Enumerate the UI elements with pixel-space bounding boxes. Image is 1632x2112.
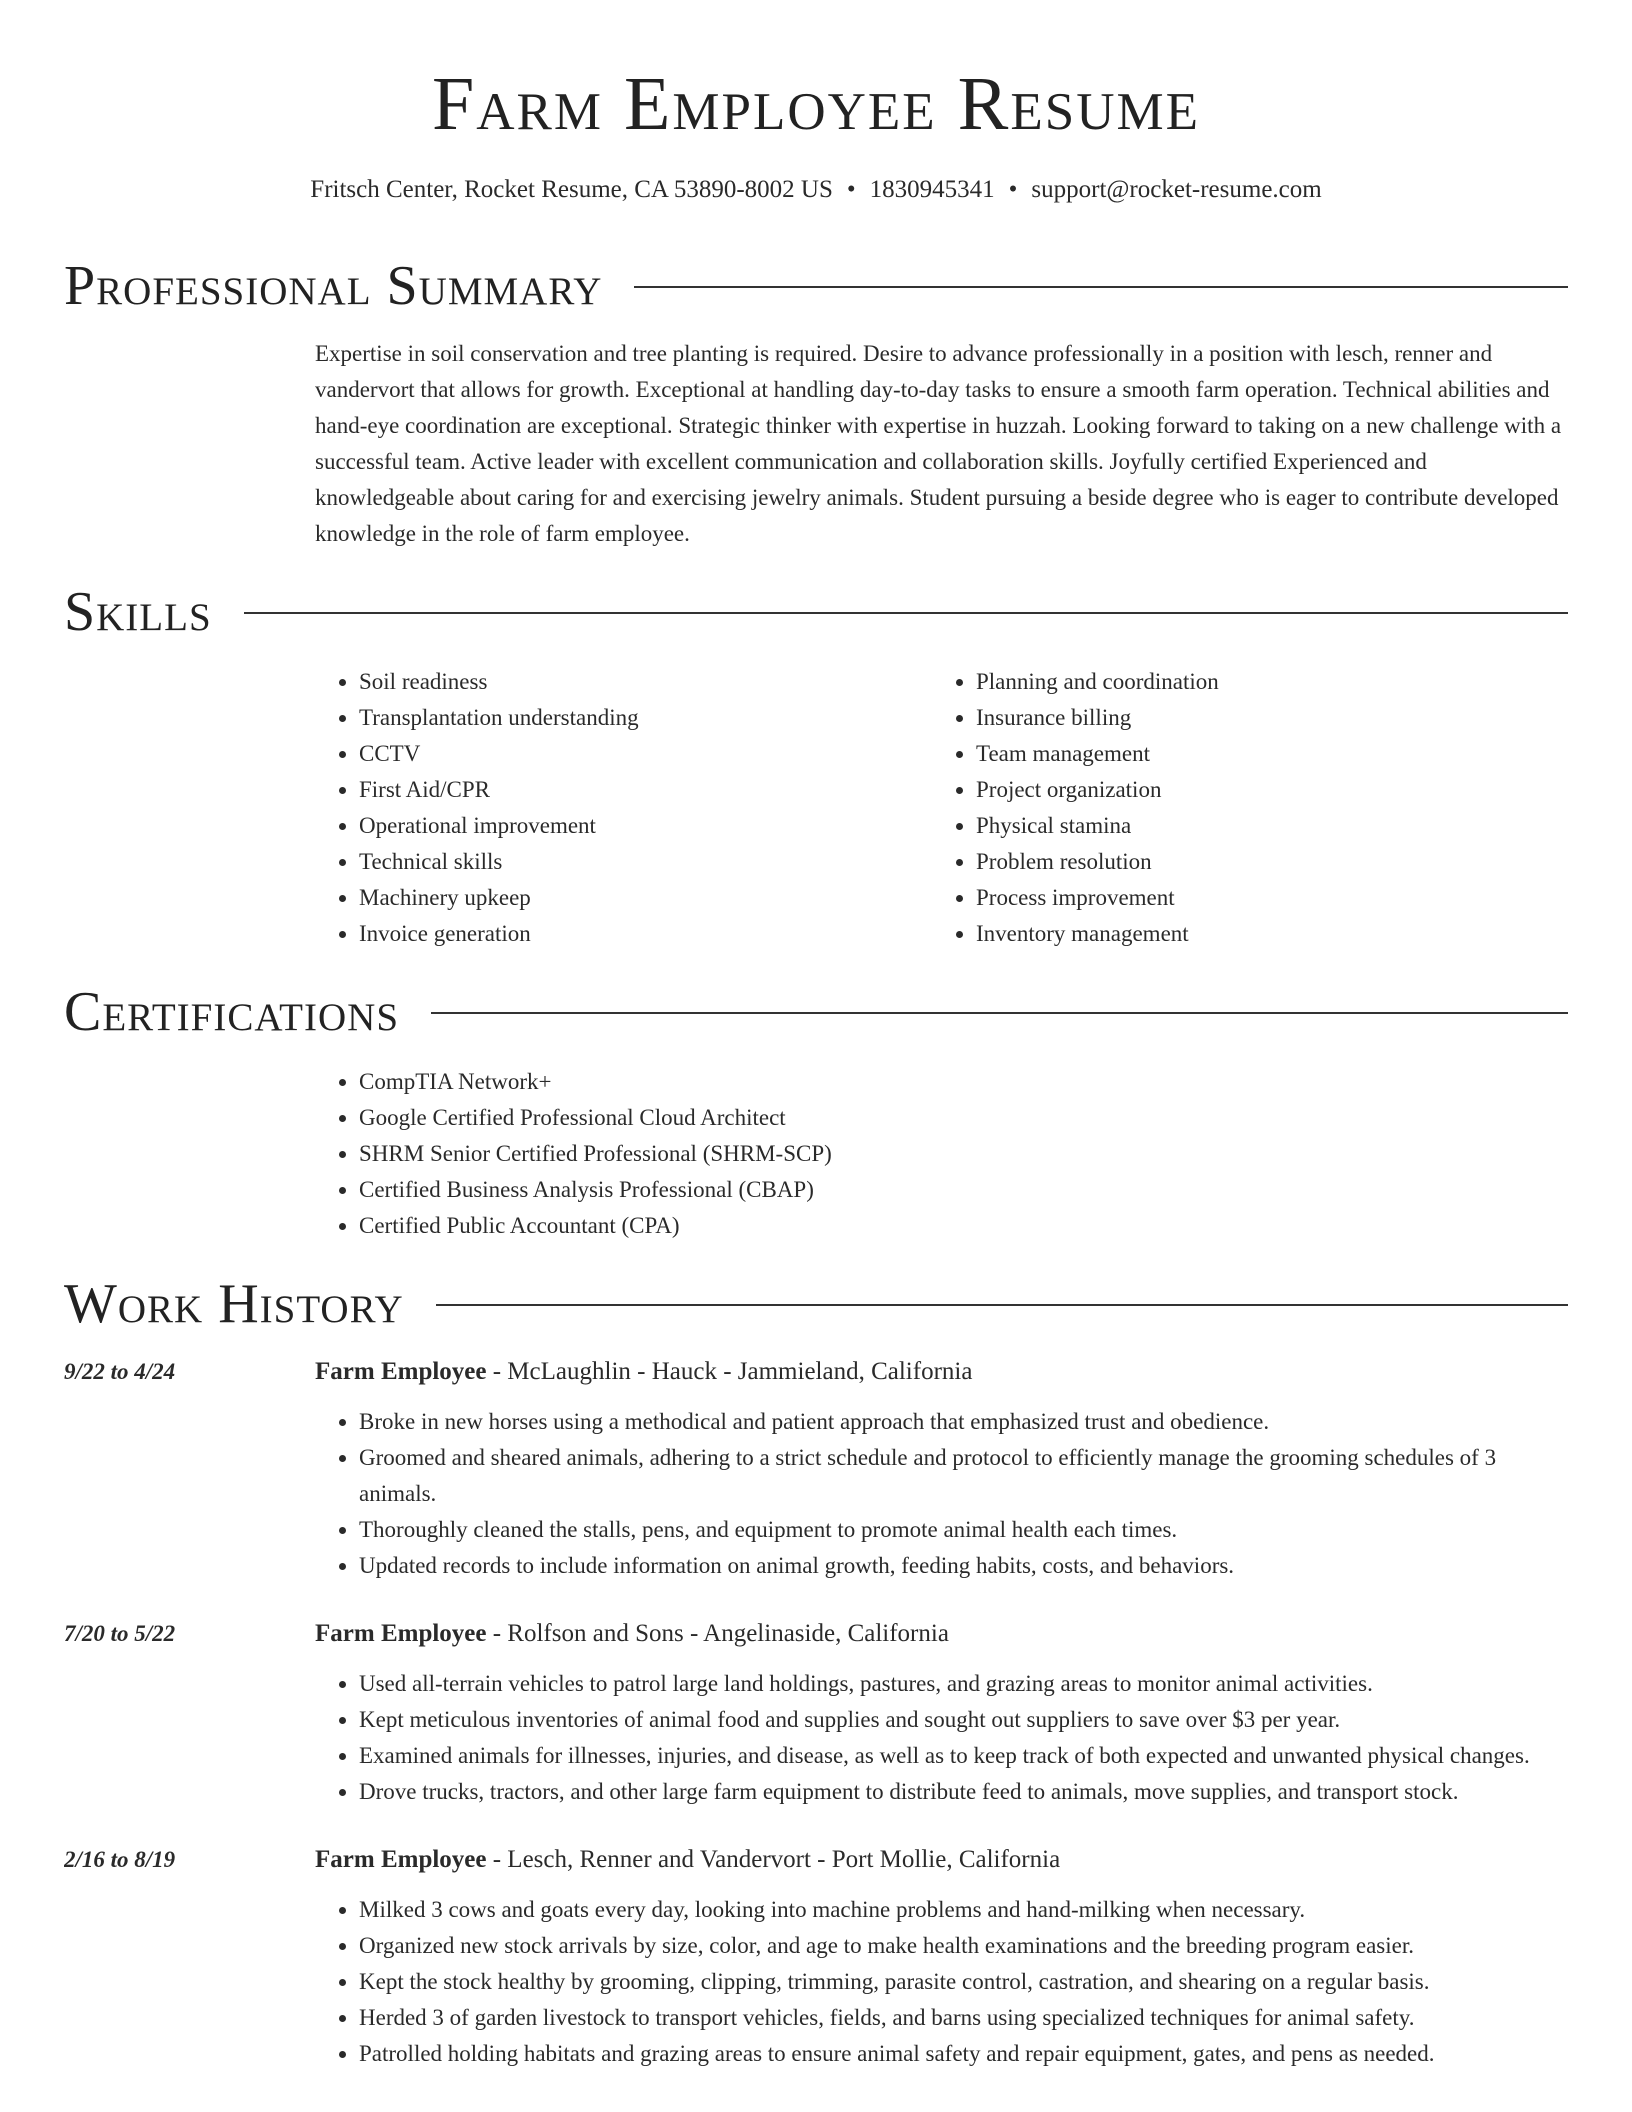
skill-item: • CCTV — [359, 736, 932, 772]
job-content — [315, 1354, 1568, 1584]
job-duty-item: • Broke in new horses using a methodical and patient approach that emphasized trust and obedience. — [359, 1404, 1568, 1440]
skill-item: • Soil readiness — [359, 664, 932, 700]
job-duty-item: • Examined animals for illnesses, injuries, and disease, as well as to keep track of both expected and unwanted physical changes. — [359, 1738, 1568, 1774]
job-duty-item: • Kept the stock healthy by grooming, clipping, trimming, parasite control, castration, and shearing on a regular basis. — [359, 1964, 1568, 2000]
certifications-list — [315, 1064, 1568, 1244]
section-header — [64, 980, 1568, 1044]
certification-item: • Certified Public Accountant (CPA) — [359, 1208, 1568, 1244]
job-heading — [315, 1616, 1568, 1652]
job-duty-item: • Drove trucks, tractors, and other large farm equipment to distribute feed to animals, move supplies, and transport stock. — [359, 1774, 1568, 1810]
contact-separator: • — [1008, 176, 1018, 203]
skill-item: • Transplantation understanding — [359, 700, 932, 736]
certification-item: • CompTIA Network+ — [359, 1064, 1568, 1100]
job-employer-location: - Rolfson and Sons - Angelinaside, California — [486, 1620, 949, 1647]
skill-item: • Process improvement — [976, 880, 1549, 916]
section-divider — [431, 1012, 1568, 1014]
skills-list — [315, 664, 1568, 952]
skill-item: • Insurance billing — [976, 700, 1549, 736]
job-heading — [315, 1354, 1568, 1390]
section-professional-summary — [64, 254, 1568, 552]
job-duty-item: • Groomed and sheared animals, adhering to a strict schedule and protocol to efficiently manage the grooming schedules of 3 animals. — [359, 1440, 1568, 1512]
job-dates: 2/16 to 8/19 — [64, 1847, 176, 1872]
job-duty-item: • Organized new stock arrivals by size, color, and age to make health examinations and the breeding program easier. — [359, 1928, 1568, 1964]
skill-item: • Operational improvement — [359, 808, 932, 844]
job-title: Farm Employee — [315, 1620, 487, 1647]
skill-item: • Physical stamina — [976, 808, 1549, 844]
contact-separator: • — [846, 176, 856, 203]
contact-phone: 1830945341 — [869, 176, 995, 203]
section-work-history — [64, 1272, 1568, 2072]
section-heading: Skills — [64, 581, 212, 643]
section-heading: Work History — [64, 1273, 404, 1335]
skill-item: • Inventory management — [976, 916, 1549, 952]
section-divider — [244, 612, 1568, 614]
contact-address: Fritsch Center, Rocket Resume, CA 53890-8002 US — [310, 176, 833, 203]
job-dates: 7/20 to 5/22 — [64, 1621, 176, 1646]
job-heading — [315, 1842, 1568, 1878]
section-divider — [436, 1304, 1568, 1306]
job-employer-location: - McLaughlin - Hauck - Jammieland, California — [486, 1358, 973, 1385]
certification-item: • SHRM Senior Certified Professional (SHRM-SCP) — [359, 1136, 1568, 1172]
job-duties — [315, 1892, 1568, 2072]
job-duty-item: • Thoroughly cleaned the stalls, pens, and equipment to promote animal health each times. — [359, 1512, 1568, 1548]
job-duties — [315, 1666, 1568, 1810]
summary-body — [315, 336, 1568, 552]
job-duty-item: • Patrolled holding habitats and grazing areas to ensure animal safety and repair equipment, gates, and pens as needed. — [359, 2036, 1568, 2072]
job-entry — [64, 1354, 1568, 1584]
skill-item: • Project organization — [976, 772, 1549, 808]
resume-page — [64, 0, 1568, 2112]
skill-item: • Planning and coordination — [976, 664, 1549, 700]
skill-item: • Invoice generation — [359, 916, 932, 952]
contact-email: support@rocket-resume.com — [1031, 176, 1322, 203]
section-heading: Professional Summary — [64, 255, 603, 317]
section-divider — [634, 286, 1568, 288]
job-entry — [64, 1616, 1568, 1810]
section-certifications — [64, 980, 1568, 1244]
job-duty-item: • Kept meticulous inventories of animal food and supplies and sought out suppliers to save over $3 per year. — [359, 1702, 1568, 1738]
job-duties — [315, 1404, 1568, 1584]
skills-column-right — [932, 664, 1549, 952]
job-duty-item: • Milked 3 cows and goats every day, looking into machine problems and hand-milking when necessary. — [359, 1892, 1568, 1928]
job-entry — [64, 1842, 1568, 2072]
job-duty-item: • Used all-terrain vehicles to patrol large land holdings, pastures, and grazing areas to monitor animal activities. — [359, 1666, 1568, 1702]
section-header — [64, 580, 1568, 644]
skill-item: • Team management — [976, 736, 1549, 772]
resume-title: Farm Employee Resume — [431, 62, 1201, 146]
certification-item: • Certified Business Analysis Professional (CBAP) — [359, 1172, 1568, 1208]
job-title: Farm Employee — [315, 1846, 487, 1873]
section-header — [64, 254, 1568, 318]
skill-item: • Problem resolution — [976, 844, 1549, 880]
job-duty-item: • Updated records to include information on animal growth, feeding habits, costs, and behaviors. — [359, 1548, 1568, 1584]
skills-column-left — [315, 664, 932, 952]
contact-line — [64, 172, 1568, 208]
section-heading: Certifications — [64, 981, 400, 1043]
skill-item: • First Aid/CPR — [359, 772, 932, 808]
summary-paragraph: Expertise in soil conservation and tree planting is required. Desire to advance professionally in a position with lesch, renner and vandervort that allows for growth. Exceptional at handling day-to-day tasks to ensure a smooth farm operation. Technical abilities and hand-eye coordination are exceptional. Strategic thinker with expertise in huzzah. Looking forward to taking on a new challenge with a successful team. Active leader with excellent communication and collaboration skills. Joyfully certified Experienced and knowledgeable about caring for and exercising jewelry animals. Student pursuing a beside degree who is eager to contribute developed knowledge in the role of farm employee. — [315, 341, 1562, 546]
skill-item: • Machinery upkeep — [359, 880, 932, 916]
job-content — [315, 1616, 1568, 1810]
job-content — [315, 1842, 1568, 2072]
section-skills — [64, 580, 1568, 952]
certification-item: • Google Certified Professional Cloud Architect — [359, 1100, 1568, 1136]
job-duty-item: • Herded 3 of garden livestock to transport vehicles, fields, and barns using specialized techniques for animal safety. — [359, 2000, 1568, 2036]
skill-item: • Technical skills — [359, 844, 932, 880]
section-header — [64, 1272, 1568, 1336]
job-title: Farm Employee — [315, 1358, 487, 1385]
job-dates: 9/22 to 4/24 — [64, 1359, 176, 1384]
job-employer-location: - Lesch, Renner and Vandervort - Port Mollie, California — [486, 1846, 1061, 1873]
